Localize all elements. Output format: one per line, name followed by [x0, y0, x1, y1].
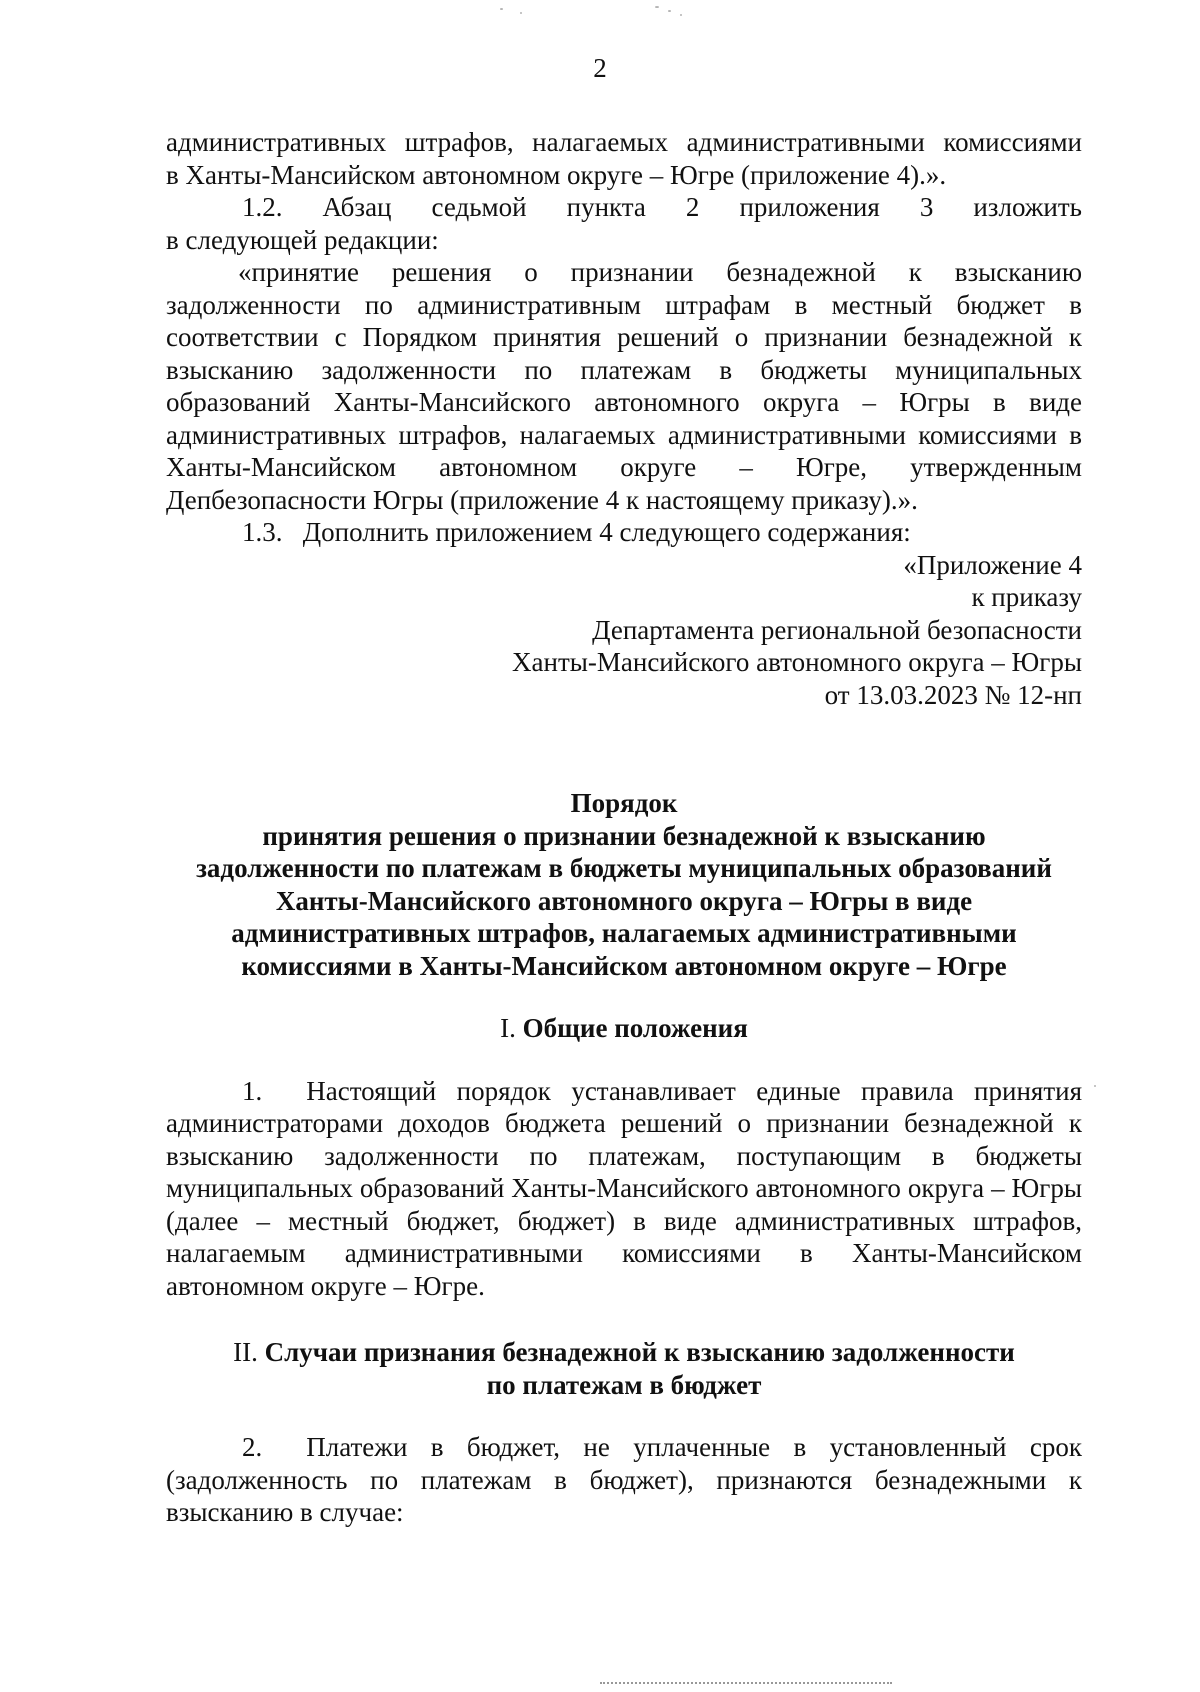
- section-1-paragraph-1-number: 1.: [242, 1075, 263, 1106]
- scan-speck: [655, 6, 659, 8]
- scan-artifact-line: [600, 1682, 892, 1685]
- appendix-header-line2: к приказу: [971, 582, 1082, 612]
- document-title-line5: административных штрафов, налагаемых административными: [231, 918, 1017, 948]
- paragraph-continuation-line1: административных штрафов, налагаемых административными комиссиями: [166, 127, 1082, 157]
- scan-speck: [680, 14, 682, 16]
- section-2-heading: [166, 1336, 1082, 1401]
- appendix-header: [166, 549, 1082, 712]
- document-body: [166, 126, 1082, 1529]
- paragraph-continuation-line2: в Ханты-Мансийском автономном округе – Югре (приложение 4).».: [166, 159, 947, 190]
- document-title-line6: комиссиями в Ханты-Мансийском автономном округе – Югре: [241, 950, 1007, 981]
- paragraph-1-2-line2: в следующей редакции:: [166, 224, 439, 255]
- section-1-title: Общие положения: [522, 1013, 748, 1043]
- section-2-paragraph-2-text: Платежи в бюджет, не уплаченные в установленный срок (задолженность по платежам в бюджет), признаются безнадежными к взысканию в случае:: [166, 1432, 1082, 1527]
- section-1-number: I.: [500, 1013, 516, 1043]
- appendix-header-line1: «Приложение 4: [903, 549, 1082, 580]
- paragraph-1-3: 1.3. Дополнить приложением 4 следующего содержания:: [242, 517, 911, 547]
- document-title-line4: Ханты-Мансийского автономного округа – Югры в виде: [275, 885, 973, 916]
- section-1-paragraph-1: [166, 1075, 1082, 1303]
- scan-speck: [1094, 1085, 1096, 1087]
- paragraph-quoted-amendment: «принятие решения о признании безнадежной к взысканию задолженности по административным штрафам в местный бюджет в соответствии с Порядком принятия решений о признании безнадежной к взысканию задолженности по платежам в бюджеты муниципальных образований Ханты-Мансийского автономного округа – Югры в виде административных штрафов, налагаемых административными комиссиями в Ханты-Мансийском автономном округе – Югре, утвержденным Депбезопасности Югры (приложение 4 к настоящему приказу).».: [166, 257, 1082, 515]
- section-2-paragraph-2: [166, 1431, 1082, 1529]
- document-title-line2: принятия решения о признании безнадежной к взысканию: [262, 820, 986, 851]
- appendix-header-line4: Ханты-Мансийского автономного округа – Югры: [512, 647, 1082, 677]
- scan-speck: [668, 10, 671, 12]
- document-title-line1: Порядок: [570, 788, 678, 818]
- section-2-title-line2: по платежам в бюджет: [486, 1369, 762, 1400]
- section-1-paragraph-1-text: Настоящий порядок устанавливает единые правила принятия администраторами доходов бюджета решений о признании безнадежной к взысканию задолженности по платежам, поступающим в бюджеты муниципальных образований Ханты-Мансийского автономного округа – Югры (далее – местный бюджет, бюджет) в виде административных штрафов, налагаемым административными комиссиями в Ханты-Мансийском автономном округе – Югре.: [166, 1075, 1082, 1301]
- appendix-header-line5: от 13.03.2023 № 12-нп: [824, 679, 1082, 710]
- document-title: [166, 787, 1082, 982]
- document-title-line3: задолженности по платежам в бюджеты муниципальных образований: [196, 853, 1052, 883]
- section-2-number: II.: [233, 1337, 258, 1367]
- paragraph-1-2-line1: 1.2. Абзац седьмой пункта 2 приложения 3 изложить: [242, 192, 1082, 222]
- page-number: 2: [593, 53, 607, 83]
- scan-speck: [520, 12, 522, 14]
- section-2-paragraph-2-number: 2.: [242, 1432, 263, 1462]
- section-1-heading: [166, 1012, 1082, 1045]
- appendix-header-line3: Департамента региональной безопасности: [592, 614, 1082, 645]
- section-2-title-line1: Случаи признания безнадежной к взысканию задолженности: [264, 1337, 1015, 1367]
- scan-speck: [500, 8, 503, 10]
